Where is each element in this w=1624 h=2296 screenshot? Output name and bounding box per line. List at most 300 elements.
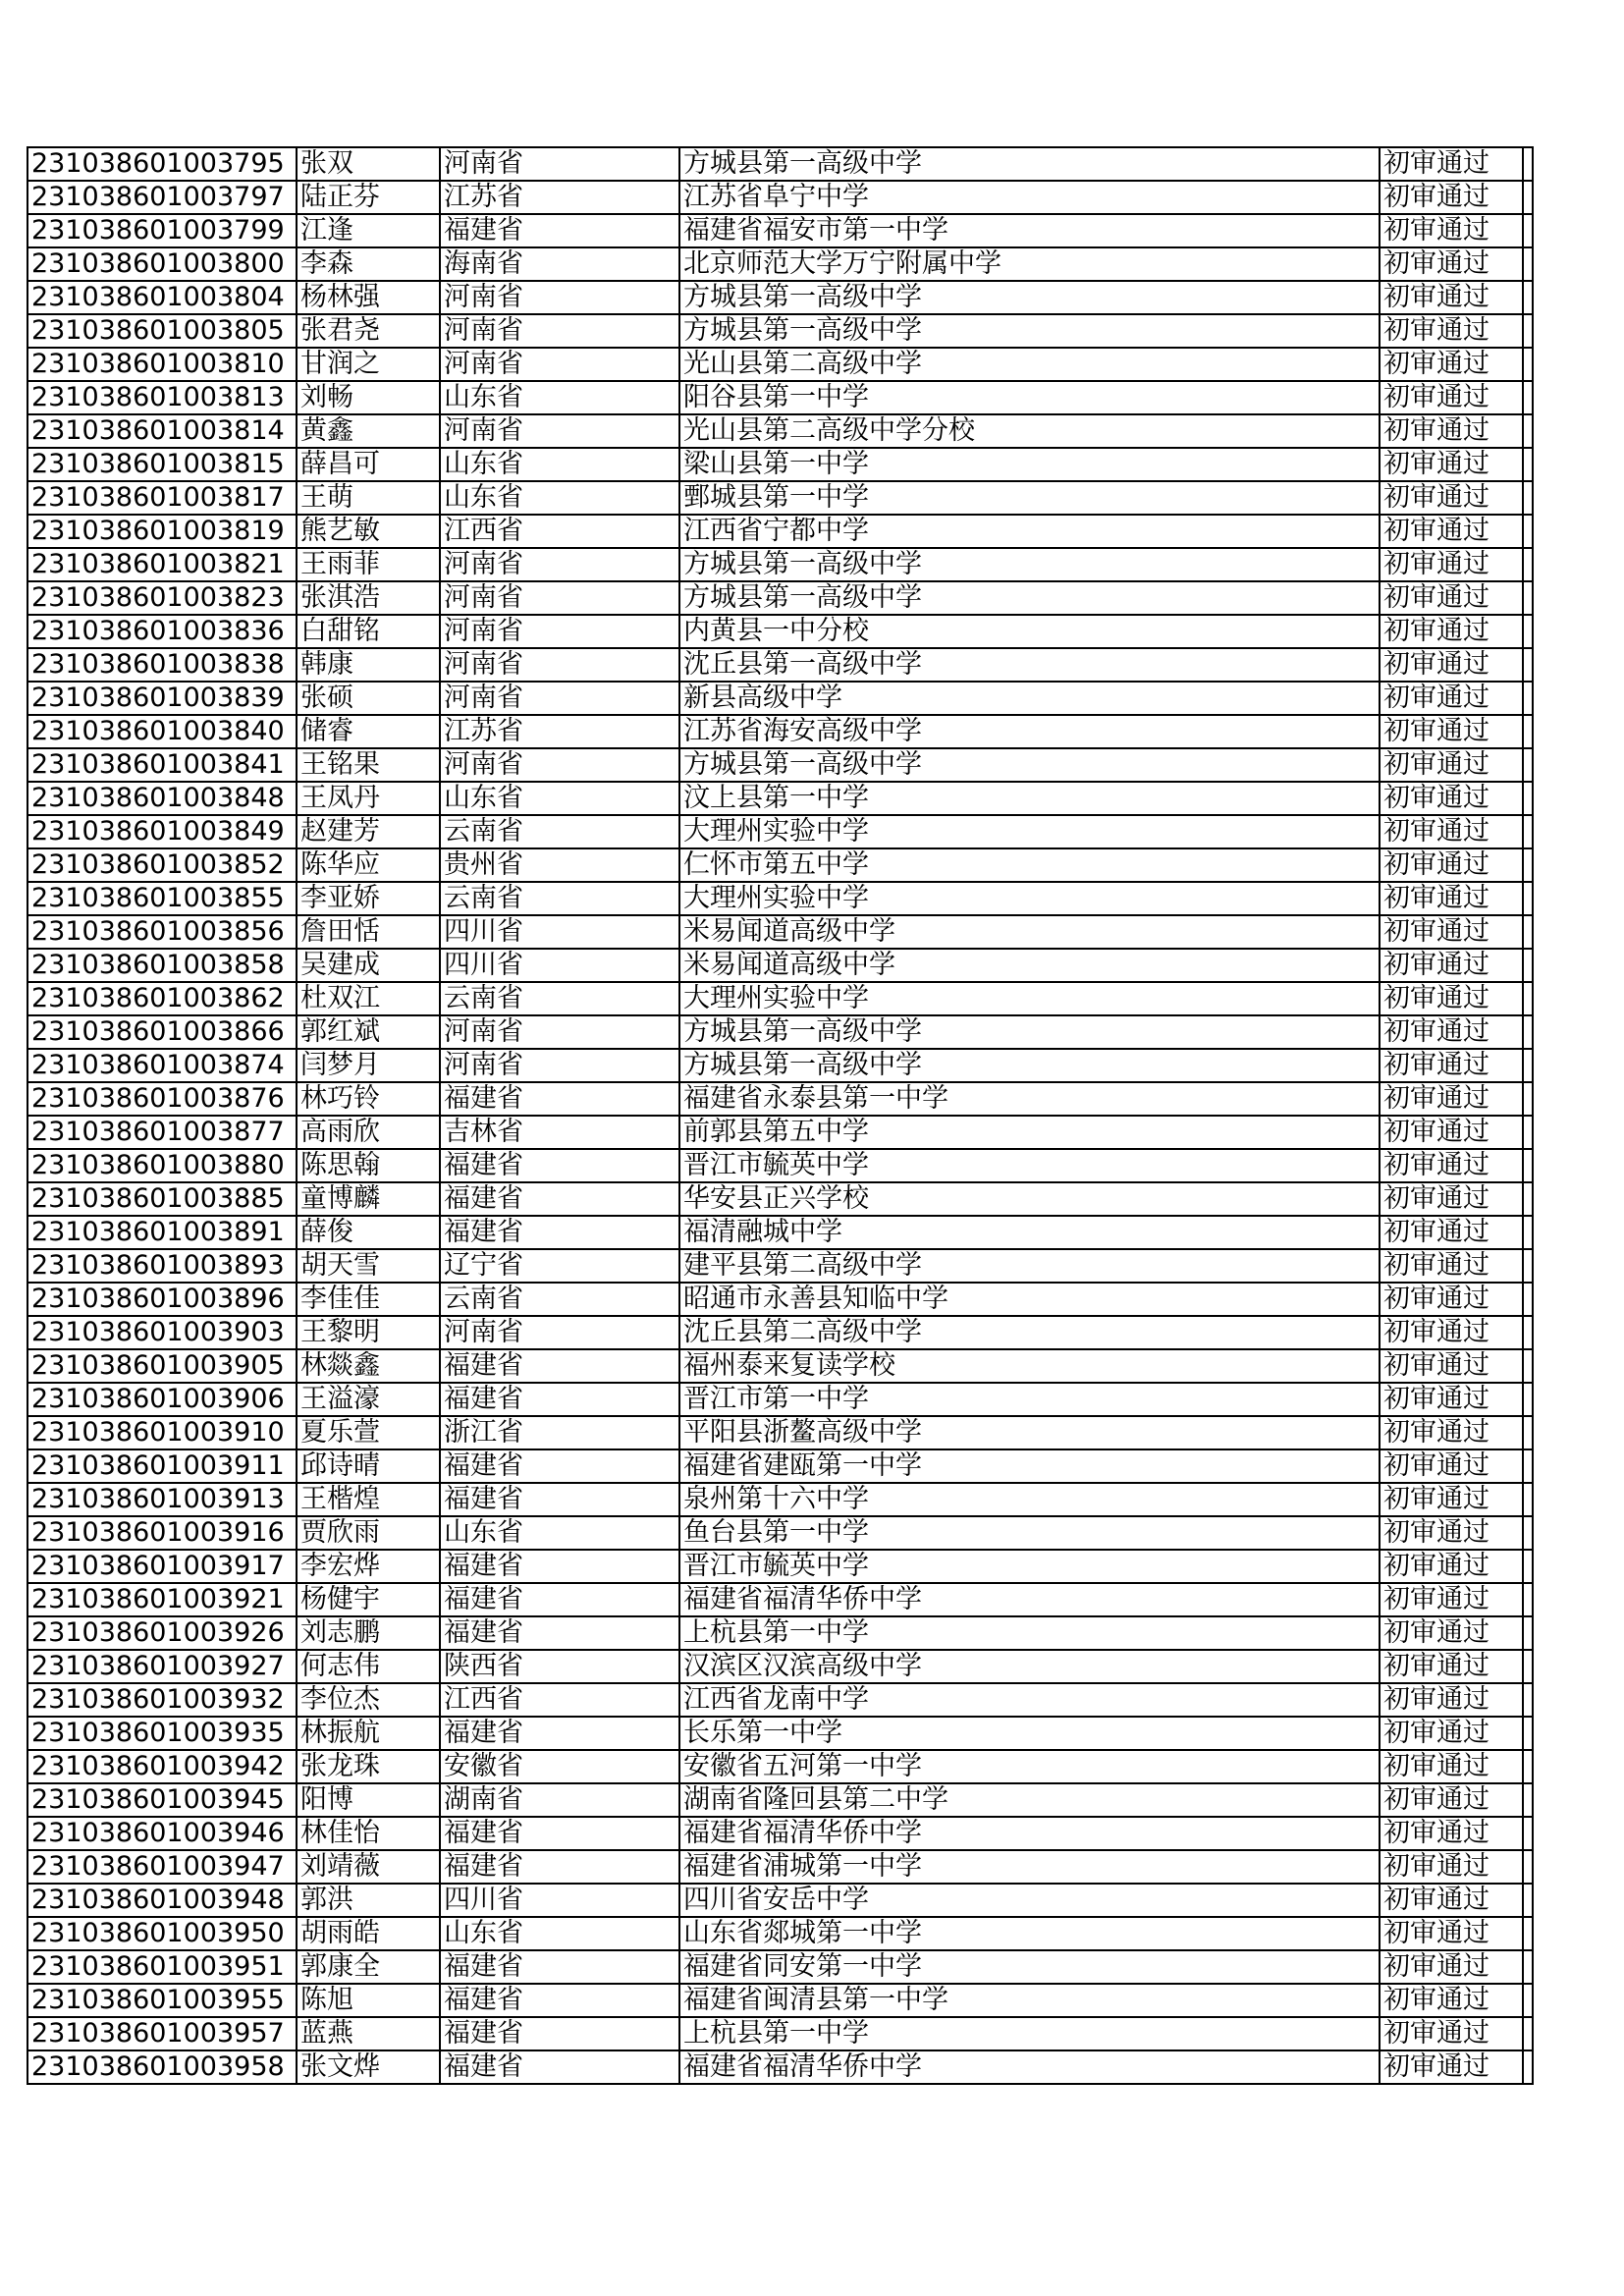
applicant-name-cell: 杨林强 bbox=[297, 281, 440, 314]
applicant-id-cell: 231038601003874 bbox=[27, 1049, 297, 1082]
school-cell: 湖南省隆回县第二中学 bbox=[679, 1783, 1380, 1817]
school-cell: 福建省福清华侨中学 bbox=[679, 1583, 1380, 1616]
review-status-cell: 初审通过 bbox=[1380, 314, 1523, 348]
applicant-name-cell: 胡天雪 bbox=[297, 1249, 440, 1283]
school-cell: 方城县第一高级中学 bbox=[679, 548, 1380, 581]
applicant-id-cell: 231038601003903 bbox=[27, 1316, 297, 1349]
blank-cell bbox=[1523, 515, 1533, 548]
province-cell: 山东省 bbox=[440, 448, 679, 481]
applicant-id-cell: 231038601003836 bbox=[27, 615, 297, 648]
table-row bbox=[27, 348, 1533, 381]
province-cell: 浙江省 bbox=[440, 1416, 679, 1449]
blank-cell bbox=[1523, 214, 1533, 247]
review-status-cell: 初审通过 bbox=[1380, 1950, 1523, 1984]
table-row bbox=[27, 448, 1533, 481]
blank-cell bbox=[1523, 181, 1533, 214]
review-status-cell: 初审通过 bbox=[1380, 915, 1523, 949]
applicant-name-cell: 杨健宇 bbox=[297, 1583, 440, 1616]
province-cell: 四川省 bbox=[440, 949, 679, 982]
school-cell: 阳谷县第一中学 bbox=[679, 381, 1380, 414]
blank-cell bbox=[1523, 815, 1533, 848]
applicant-name-cell: 郭康全 bbox=[297, 1950, 440, 1984]
school-cell: 方城县第一高级中学 bbox=[679, 314, 1380, 348]
applicant-id-cell: 231038601003804 bbox=[27, 281, 297, 314]
table-row bbox=[27, 1884, 1533, 1917]
table-row bbox=[27, 1817, 1533, 1850]
table-row bbox=[27, 1750, 1533, 1783]
review-status-cell: 初审通过 bbox=[1380, 782, 1523, 815]
school-cell: 方城县第一高级中学 bbox=[679, 281, 1380, 314]
school-cell: 前郭县第五中学 bbox=[679, 1116, 1380, 1149]
review-status-cell: 初审通过 bbox=[1380, 949, 1523, 982]
review-status-cell: 初审通过 bbox=[1380, 1283, 1523, 1316]
table-row bbox=[27, 1917, 1533, 1950]
applicant-id-cell: 231038601003848 bbox=[27, 782, 297, 815]
applicant-name-cell: 张龙珠 bbox=[297, 1750, 440, 1783]
applicant-name-cell: 张双 bbox=[297, 147, 440, 181]
school-cell: 米易闻道高级中学 bbox=[679, 915, 1380, 949]
blank-cell bbox=[1523, 1950, 1533, 1984]
blank-cell bbox=[1523, 1917, 1533, 1950]
applicant-name-cell: 张淇浩 bbox=[297, 581, 440, 615]
review-status-cell: 初审通过 bbox=[1380, 1984, 1523, 2017]
review-status-cell: 初审通过 bbox=[1380, 481, 1523, 515]
blank-cell bbox=[1523, 1283, 1533, 1316]
applicant-name-cell: 陈华应 bbox=[297, 848, 440, 882]
blank-cell bbox=[1523, 314, 1533, 348]
applicant-name-cell: 李位杰 bbox=[297, 1683, 440, 1717]
province-cell: 福建省 bbox=[440, 1082, 679, 1116]
school-cell: 福建省同安第一中学 bbox=[679, 1950, 1380, 1984]
school-cell: 内黄县一中分校 bbox=[679, 615, 1380, 648]
blank-cell bbox=[1523, 1650, 1533, 1683]
table-row bbox=[27, 1950, 1533, 1984]
blank-cell bbox=[1523, 1616, 1533, 1650]
review-status-cell: 初审通过 bbox=[1380, 381, 1523, 414]
table-row bbox=[27, 1116, 1533, 1149]
school-cell: 新县高级中学 bbox=[679, 682, 1380, 715]
blank-cell bbox=[1523, 481, 1533, 515]
review-status-cell: 初审通过 bbox=[1380, 2050, 1523, 2084]
province-cell: 福建省 bbox=[440, 1449, 679, 1483]
blank-cell bbox=[1523, 1583, 1533, 1616]
province-cell: 福建省 bbox=[440, 1717, 679, 1750]
review-status-cell: 初审通过 bbox=[1380, 682, 1523, 715]
review-status-cell: 初审通过 bbox=[1380, 1683, 1523, 1717]
applicant-id-cell: 231038601003799 bbox=[27, 214, 297, 247]
province-cell: 福建省 bbox=[440, 2017, 679, 2050]
province-cell: 河南省 bbox=[440, 1015, 679, 1049]
blank-cell bbox=[1523, 1750, 1533, 1783]
review-status-cell: 初审通过 bbox=[1380, 648, 1523, 682]
review-status-cell: 初审通过 bbox=[1380, 2017, 1523, 2050]
applicant-id-cell: 231038601003805 bbox=[27, 314, 297, 348]
province-cell: 江苏省 bbox=[440, 181, 679, 214]
blank-cell bbox=[1523, 1049, 1533, 1082]
school-cell: 福建省浦城第一中学 bbox=[679, 1850, 1380, 1884]
table-row bbox=[27, 1349, 1533, 1383]
school-cell: 山东省郯城第一中学 bbox=[679, 1917, 1380, 1950]
school-cell: 梁山县第一中学 bbox=[679, 448, 1380, 481]
applicant-table-body bbox=[27, 147, 1533, 2084]
blank-cell bbox=[1523, 915, 1533, 949]
blank-cell bbox=[1523, 682, 1533, 715]
blank-cell bbox=[1523, 1884, 1533, 1917]
review-status-cell: 初审通过 bbox=[1380, 1349, 1523, 1383]
province-cell: 福建省 bbox=[440, 1984, 679, 2017]
school-cell: 仁怀市第五中学 bbox=[679, 848, 1380, 882]
blank-cell bbox=[1523, 715, 1533, 748]
province-cell: 河南省 bbox=[440, 548, 679, 581]
table-row bbox=[27, 1717, 1533, 1750]
province-cell: 福建省 bbox=[440, 1583, 679, 1616]
province-cell: 福建省 bbox=[440, 1817, 679, 1850]
province-cell: 福建省 bbox=[440, 1383, 679, 1416]
school-cell: 江西省宁都中学 bbox=[679, 515, 1380, 548]
review-status-cell: 初审通过 bbox=[1380, 1717, 1523, 1750]
applicant-name-cell: 陈思翰 bbox=[297, 1149, 440, 1182]
applicant-name-cell: 李森 bbox=[297, 247, 440, 281]
review-status-cell: 初审通过 bbox=[1380, 1149, 1523, 1182]
blank-cell bbox=[1523, 1683, 1533, 1717]
review-status-cell: 初审通过 bbox=[1380, 1817, 1523, 1850]
applicant-id-cell: 231038601003927 bbox=[27, 1650, 297, 1683]
province-cell: 河南省 bbox=[440, 348, 679, 381]
review-status-cell: 初审通过 bbox=[1380, 548, 1523, 581]
applicant-id-cell: 231038601003946 bbox=[27, 1817, 297, 1850]
province-cell: 河南省 bbox=[440, 1316, 679, 1349]
applicant-name-cell: 陆正芬 bbox=[297, 181, 440, 214]
review-status-cell: 初审通过 bbox=[1380, 581, 1523, 615]
applicant-name-cell: 王溢濠 bbox=[297, 1383, 440, 1416]
blank-cell bbox=[1523, 1449, 1533, 1483]
province-cell: 福建省 bbox=[440, 1149, 679, 1182]
applicant-id-cell: 231038601003947 bbox=[27, 1850, 297, 1884]
applicant-name-cell: 薛俊 bbox=[297, 1216, 440, 1249]
table-row bbox=[27, 2050, 1533, 2084]
applicant-name-cell: 胡雨皓 bbox=[297, 1917, 440, 1950]
applicant-name-cell: 刘靖薇 bbox=[297, 1850, 440, 1884]
blank-cell bbox=[1523, 615, 1533, 648]
review-status-cell: 初审通过 bbox=[1380, 1917, 1523, 1950]
school-cell: 鄄城县第一中学 bbox=[679, 481, 1380, 515]
applicant-name-cell: 王萌 bbox=[297, 481, 440, 515]
table-row bbox=[27, 314, 1533, 348]
table-row bbox=[27, 381, 1533, 414]
province-cell: 山东省 bbox=[440, 481, 679, 515]
blank-cell bbox=[1523, 281, 1533, 314]
applicant-name-cell: 邱诗晴 bbox=[297, 1449, 440, 1483]
review-status-cell: 初审通过 bbox=[1380, 1116, 1523, 1149]
review-status-cell: 初审通过 bbox=[1380, 1316, 1523, 1349]
applicant-id-cell: 231038601003800 bbox=[27, 247, 297, 281]
school-cell: 四川省安岳中学 bbox=[679, 1884, 1380, 1917]
blank-cell bbox=[1523, 1817, 1533, 1850]
province-cell: 福建省 bbox=[440, 1616, 679, 1650]
applicant-name-cell: 王黎明 bbox=[297, 1316, 440, 1349]
blank-cell bbox=[1523, 1850, 1533, 1884]
applicant-id-cell: 231038601003876 bbox=[27, 1082, 297, 1116]
school-cell: 北京师范大学万宁附属中学 bbox=[679, 247, 1380, 281]
blank-cell bbox=[1523, 1082, 1533, 1116]
table-row bbox=[27, 1616, 1533, 1650]
table-row bbox=[27, 1383, 1533, 1416]
applicant-name-cell: 林巧铃 bbox=[297, 1082, 440, 1116]
blank-cell bbox=[1523, 147, 1533, 181]
applicant-name-cell: 阳博 bbox=[297, 1783, 440, 1817]
applicant-id-cell: 231038601003916 bbox=[27, 1516, 297, 1550]
blank-cell bbox=[1523, 1216, 1533, 1249]
school-cell: 福建省闽清县第一中学 bbox=[679, 1984, 1380, 2017]
applicant-name-cell: 林振航 bbox=[297, 1717, 440, 1750]
province-cell: 云南省 bbox=[440, 882, 679, 915]
blank-cell bbox=[1523, 381, 1533, 414]
table-row bbox=[27, 1683, 1533, 1717]
table-row bbox=[27, 147, 1533, 181]
applicant-id-cell: 231038601003840 bbox=[27, 715, 297, 748]
school-cell: 汉滨区汉滨高级中学 bbox=[679, 1650, 1380, 1683]
blank-cell bbox=[1523, 748, 1533, 782]
table-row bbox=[27, 848, 1533, 882]
table-row bbox=[27, 481, 1533, 515]
applicant-id-cell: 231038601003849 bbox=[27, 815, 297, 848]
blank-cell bbox=[1523, 2017, 1533, 2050]
province-cell: 江西省 bbox=[440, 1683, 679, 1717]
applicant-name-cell: 刘志鹏 bbox=[297, 1616, 440, 1650]
review-status-cell: 初审通过 bbox=[1380, 1483, 1523, 1516]
applicant-id-cell: 231038601003862 bbox=[27, 982, 297, 1015]
applicant-name-cell: 詹田恬 bbox=[297, 915, 440, 949]
applicant-id-cell: 231038601003921 bbox=[27, 1583, 297, 1616]
table-row bbox=[27, 1449, 1533, 1483]
school-cell: 方城县第一高级中学 bbox=[679, 748, 1380, 782]
review-status-cell: 初审通过 bbox=[1380, 348, 1523, 381]
province-cell: 河南省 bbox=[440, 1049, 679, 1082]
applicant-name-cell: 何志伟 bbox=[297, 1650, 440, 1683]
school-cell: 江苏省阜宁中学 bbox=[679, 181, 1380, 214]
school-cell: 上杭县第一中学 bbox=[679, 1616, 1380, 1650]
blank-cell bbox=[1523, 648, 1533, 682]
province-cell: 河南省 bbox=[440, 314, 679, 348]
blank-cell bbox=[1523, 1483, 1533, 1516]
review-status-cell: 初审通过 bbox=[1380, 1383, 1523, 1416]
school-cell: 沈丘县第二高级中学 bbox=[679, 1316, 1380, 1349]
province-cell: 海南省 bbox=[440, 247, 679, 281]
applicant-name-cell: 赵建芳 bbox=[297, 815, 440, 848]
table-row bbox=[27, 1416, 1533, 1449]
review-status-cell: 初审通过 bbox=[1380, 1082, 1523, 1116]
school-cell: 福清融城中学 bbox=[679, 1216, 1380, 1249]
table-row bbox=[27, 1850, 1533, 1884]
school-cell: 昭通市永善县知临中学 bbox=[679, 1283, 1380, 1316]
table-row bbox=[27, 1984, 1533, 2017]
applicant-id-cell: 231038601003910 bbox=[27, 1416, 297, 1449]
blank-cell bbox=[1523, 348, 1533, 381]
school-cell: 福建省永泰县第一中学 bbox=[679, 1082, 1380, 1116]
review-status-cell: 初审通过 bbox=[1380, 748, 1523, 782]
table-row bbox=[27, 882, 1533, 915]
school-cell: 华安县正兴学校 bbox=[679, 1182, 1380, 1216]
table-row bbox=[27, 915, 1533, 949]
applicant-id-cell: 231038601003926 bbox=[27, 1616, 297, 1650]
blank-cell bbox=[1523, 982, 1533, 1015]
school-cell: 福建省建瓯第一中学 bbox=[679, 1449, 1380, 1483]
table-row bbox=[27, 414, 1533, 448]
province-cell: 辽宁省 bbox=[440, 1249, 679, 1283]
province-cell: 江苏省 bbox=[440, 715, 679, 748]
review-status-cell: 初审通过 bbox=[1380, 1449, 1523, 1483]
applicant-name-cell: 熊艺敏 bbox=[297, 515, 440, 548]
applicant-name-cell: 张君尧 bbox=[297, 314, 440, 348]
school-cell: 晋江市第一中学 bbox=[679, 1383, 1380, 1416]
review-status-cell: 初审通过 bbox=[1380, 247, 1523, 281]
school-cell: 福州泰来复读学校 bbox=[679, 1349, 1380, 1383]
blank-cell bbox=[1523, 1383, 1533, 1416]
table-row bbox=[27, 1249, 1533, 1283]
review-status-cell: 初审通过 bbox=[1380, 1249, 1523, 1283]
school-cell: 沈丘县第一高级中学 bbox=[679, 648, 1380, 682]
applicant-id-cell: 231038601003858 bbox=[27, 949, 297, 982]
applicant-id-cell: 231038601003819 bbox=[27, 515, 297, 548]
school-cell: 汶上县第一中学 bbox=[679, 782, 1380, 815]
table-row bbox=[27, 581, 1533, 615]
province-cell: 四川省 bbox=[440, 1884, 679, 1917]
applicant-id-cell: 231038601003932 bbox=[27, 1683, 297, 1717]
applicant-id-cell: 231038601003877 bbox=[27, 1116, 297, 1149]
province-cell: 河南省 bbox=[440, 748, 679, 782]
applicant-name-cell: 江逢 bbox=[297, 214, 440, 247]
blank-cell bbox=[1523, 1516, 1533, 1550]
table-row bbox=[27, 648, 1533, 682]
blank-cell bbox=[1523, 581, 1533, 615]
review-status-cell: 初审通过 bbox=[1380, 1884, 1523, 1917]
school-cell: 福建省福安市第一中学 bbox=[679, 214, 1380, 247]
school-cell: 江西省龙南中学 bbox=[679, 1683, 1380, 1717]
applicant-id-cell: 231038601003866 bbox=[27, 1015, 297, 1049]
table-row bbox=[27, 181, 1533, 214]
table-row bbox=[27, 782, 1533, 815]
province-cell: 吉林省 bbox=[440, 1116, 679, 1149]
applicant-name-cell: 李宏烨 bbox=[297, 1550, 440, 1583]
applicant-name-cell: 薛昌可 bbox=[297, 448, 440, 481]
applicant-name-cell: 林佳怡 bbox=[297, 1817, 440, 1850]
school-cell: 晋江市毓英中学 bbox=[679, 1149, 1380, 1182]
applicant-id-cell: 231038601003814 bbox=[27, 414, 297, 448]
table-row bbox=[27, 1082, 1533, 1116]
school-cell: 安徽省五河第一中学 bbox=[679, 1750, 1380, 1783]
review-status-cell: 初审通过 bbox=[1380, 281, 1523, 314]
applicant-name-cell: 童博麟 bbox=[297, 1182, 440, 1216]
table-row bbox=[27, 1216, 1533, 1249]
applicant-id-cell: 231038601003911 bbox=[27, 1449, 297, 1483]
school-cell: 大理州实验中学 bbox=[679, 815, 1380, 848]
applicant-id-cell: 231038601003945 bbox=[27, 1783, 297, 1817]
table-row bbox=[27, 2017, 1533, 2050]
review-status-cell: 初审通过 bbox=[1380, 982, 1523, 1015]
review-status-cell: 初审通过 bbox=[1380, 1182, 1523, 1216]
applicant-name-cell: 韩康 bbox=[297, 648, 440, 682]
table-row bbox=[27, 815, 1533, 848]
applicant-name-cell: 刘畅 bbox=[297, 381, 440, 414]
review-status-cell: 初审通过 bbox=[1380, 1750, 1523, 1783]
table-row bbox=[27, 615, 1533, 648]
applicant-id-cell: 231038601003958 bbox=[27, 2050, 297, 2084]
applicant-name-cell: 王楷煌 bbox=[297, 1483, 440, 1516]
applicant-id-cell: 231038601003797 bbox=[27, 181, 297, 214]
applicant-id-cell: 231038601003913 bbox=[27, 1483, 297, 1516]
blank-cell bbox=[1523, 1149, 1533, 1182]
province-cell: 河南省 bbox=[440, 682, 679, 715]
province-cell: 福建省 bbox=[440, 1483, 679, 1516]
review-status-cell: 初审通过 bbox=[1380, 515, 1523, 548]
province-cell: 陕西省 bbox=[440, 1650, 679, 1683]
province-cell: 福建省 bbox=[440, 1349, 679, 1383]
applicant-name-cell: 白甜铭 bbox=[297, 615, 440, 648]
review-status-cell: 初审通过 bbox=[1380, 1550, 1523, 1583]
table-row bbox=[27, 1516, 1533, 1550]
applicant-id-cell: 231038601003891 bbox=[27, 1216, 297, 1249]
applicant-name-cell: 储睿 bbox=[297, 715, 440, 748]
review-status-cell: 初审通过 bbox=[1380, 615, 1523, 648]
blank-cell bbox=[1523, 1416, 1533, 1449]
province-cell: 河南省 bbox=[440, 281, 679, 314]
province-cell: 河南省 bbox=[440, 648, 679, 682]
applicant-name-cell: 李佳佳 bbox=[297, 1283, 440, 1316]
applicant-name-cell: 吴建成 bbox=[297, 949, 440, 982]
table-row bbox=[27, 548, 1533, 581]
table-row bbox=[27, 247, 1533, 281]
school-cell: 平阳县浙鳌高级中学 bbox=[679, 1416, 1380, 1449]
applicant-id-cell: 231038601003839 bbox=[27, 682, 297, 715]
applicant-id-cell: 231038601003955 bbox=[27, 1984, 297, 2017]
review-status-cell: 初审通过 bbox=[1380, 1416, 1523, 1449]
province-cell: 云南省 bbox=[440, 1283, 679, 1316]
table-row bbox=[27, 281, 1533, 314]
review-status-cell: 初审通过 bbox=[1380, 848, 1523, 882]
review-status-cell: 初审通过 bbox=[1380, 1216, 1523, 1249]
applicant-name-cell: 夏乐萱 bbox=[297, 1416, 440, 1449]
blank-cell bbox=[1523, 1249, 1533, 1283]
table-row bbox=[27, 1550, 1533, 1583]
applicant-id-cell: 231038601003948 bbox=[27, 1884, 297, 1917]
review-status-cell: 初审通过 bbox=[1380, 815, 1523, 848]
school-cell: 上杭县第一中学 bbox=[679, 2017, 1380, 2050]
blank-cell bbox=[1523, 1717, 1533, 1750]
table-row bbox=[27, 1049, 1533, 1082]
province-cell: 江西省 bbox=[440, 515, 679, 548]
school-cell: 鱼台县第一中学 bbox=[679, 1516, 1380, 1550]
province-cell: 河南省 bbox=[440, 581, 679, 615]
school-cell: 米易闻道高级中学 bbox=[679, 949, 1380, 982]
table-row bbox=[27, 949, 1533, 982]
applicant-id-cell: 231038601003810 bbox=[27, 348, 297, 381]
review-status-cell: 初审通过 bbox=[1380, 1015, 1523, 1049]
province-cell: 山东省 bbox=[440, 1516, 679, 1550]
school-cell: 福建省福清华侨中学 bbox=[679, 1817, 1380, 1850]
school-cell: 方城县第一高级中学 bbox=[679, 581, 1380, 615]
applicant-name-cell: 李亚娇 bbox=[297, 882, 440, 915]
blank-cell bbox=[1523, 548, 1533, 581]
review-status-cell: 初审通过 bbox=[1380, 1650, 1523, 1683]
applicant-id-cell: 231038601003957 bbox=[27, 2017, 297, 2050]
blank-cell bbox=[1523, 1316, 1533, 1349]
school-cell: 方城县第一高级中学 bbox=[679, 1049, 1380, 1082]
applicant-name-cell: 郭红斌 bbox=[297, 1015, 440, 1049]
review-status-cell: 初审通过 bbox=[1380, 1516, 1523, 1550]
table-row bbox=[27, 682, 1533, 715]
school-cell: 方城县第一高级中学 bbox=[679, 147, 1380, 181]
applicant-id-cell: 231038601003951 bbox=[27, 1950, 297, 1984]
